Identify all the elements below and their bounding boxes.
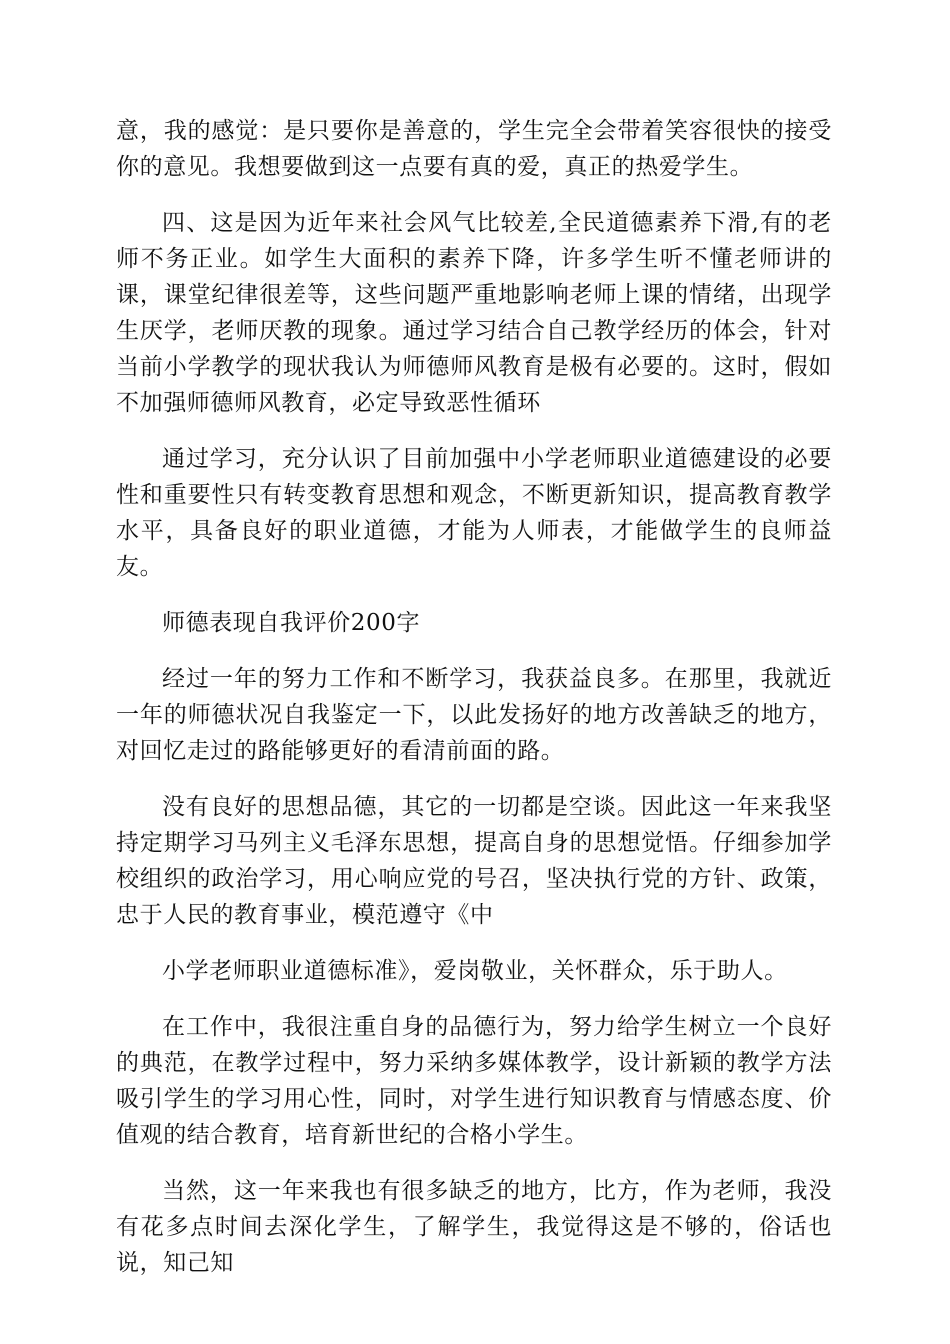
paragraph-8: 在工作中，我很注重自身的品德行为，努力给学生树立一个良好的典范，在教学过程中，努力采纳多媒体教学，设计新颖的教学方法吸引学生的学习用心性，同时，对学生进行知识教育与情感态度、价值观的结合教育，培育新世纪的合格小学生。 [116,1014,832,1148]
paragraph-2: 四、这是因为近年来社会风气比较差,全民道德素养下滑,有的老师不务正业。如学生大面积的素养下降，许多学生听不懂老师讲的课，课堂纪律很差等，这些问题严重地影响老师上课的情绪，出现学生厌学，老师厌教的现象。通过学习结合自己教学经历的体会，针对当前小学教学的现状我认为师德师风教育是极有必要的。这时，假如不加强师德师风教育，必定导致恶性循环 [116,210,832,416]
paragraph-9: 当然，这一年来我也有很多缺乏的地方，比方，作为老师，我没有花多点时间去深化学生，了解学生，我觉得这是不够的，俗话也说，知己知 [116,1178,832,1276]
paragraph-1: 意，我的感觉：是只要你是善意的，学生完全会带着笑容很快的接受你的意见。我想要做到这一点要有真的爱，真正的热爱学生。 [116,118,832,180]
paragraph-5: 经过一年的努力工作和不断学习，我获益良多。在那里，我就近一年的师德状况自我鉴定一下，以此发扬好的地方改善缺乏的地方，对回忆走过的路能够更好的看清前面的路。 [116,666,832,764]
document-body [116,113,832,1301]
paragraph-3: 通过学习，充分认识了目前加强中小学老师职业道德建设的必要性和重要性只有转变教育思想和观念，不断更新知识，提高教育教学水平，具备良好的职业道德，才能为人师表，才能做学生的良师益友。 [116,446,832,580]
paragraph-7: 小学老师职业道德标准》，爱岗敬业，关怀群众，乐于助人。 [162,958,788,984]
paragraph-6: 没有良好的思想品德，其它的一切都是空谈。因此这一年来我坚持定期学习马列主义毛泽东思想，提高自身的思想觉悟。仔细参加学校组织的政治学习，用心响应党的号召，坚决执行党的方针、政策，忠于人民的教育事业，模范遵守《中 [116,794,832,928]
section-heading: 师德表现自我评价200字 [162,610,421,636]
